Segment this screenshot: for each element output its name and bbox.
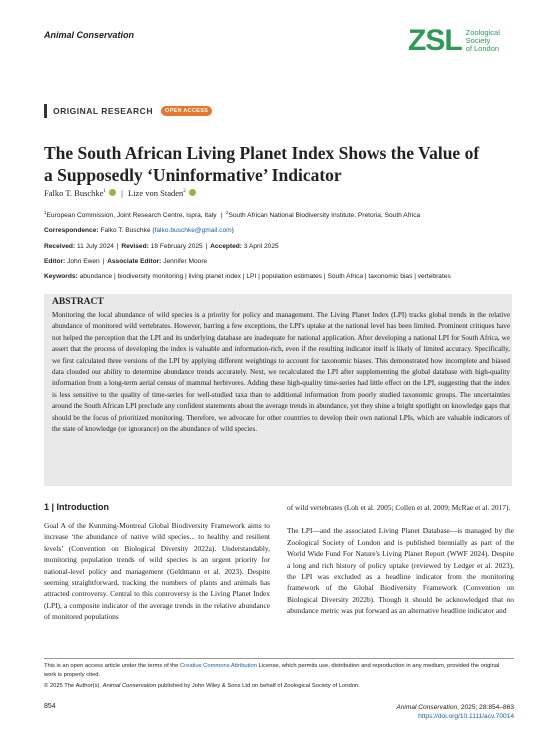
corr-label: Correspondence: (44, 227, 99, 234)
citation-volume: , 2025; 28:854–863 (457, 704, 514, 711)
assoc-editor-label: Associate Editor: (107, 258, 162, 265)
title-line-2: a Supposedly ‘Uninformative’ Indicator (44, 165, 342, 185)
orcid-icon[interactable] (109, 189, 116, 196)
affil-sup-1: 1 (44, 210, 47, 215)
logo-line-3: of London (465, 44, 500, 53)
citation-journal: Animal Conservation (396, 704, 458, 711)
copyright-pre: © 2025 The Author(s). (44, 683, 103, 689)
license-link[interactable]: Creative Commons Attribution (179, 663, 257, 669)
abstract-text: Monitoring the local abundance of wild species is a priority for policy and management. The Living Planet Index (LPI) tracks global trends in the relative abundance of monitored wild vertebrates. However, barring a few exceptions, the LPI's uptake at the national level has been limited. Prominent critiques have not helped the perception that the LPI and its underlying database are inadequate for national application. After developing a national LPI for South Africa, we assert that the process of developing the index is valuable and information-rich, even if the resulting indicator itself is likely of limited accuracy. Specifically, we first calculated three versions of the LPI by applying different weightings to account for taxonomic biases. This demonstrated how incomplete and biased data clouded our ability to determine abundance trends accurately. Next, we recalculated the LPI after supplementing the global database with high-quality information from a long-term aerial census of mammal herbivores. Adding these high-quality time-series had little effect on the LPI, suggesting that the index is less sensitive to the quality of time-series for well-studied taxa than to additional information from poorly studied taxonomic groups. The uncertainties around the South African LPI preclude any confident statements about the average trends in abundance, yet they shine a bright spotlight on knowledge gaps that should be the focus of prioritized monitoring. Therefore, we advocate for other countries to develop their own national LPIs, which are valuable indicators of the state of knowledge (or ignorance) on the abundance of wild species. (52, 311, 510, 434)
body-column-right (287, 502, 514, 617)
revised-label: Revised: (121, 243, 149, 250)
open-access-badge[interactable]: OPEN ACCESS (161, 106, 212, 116)
author-1-sup: 1 (103, 189, 106, 195)
intro-paragraph-1: Goal A of the Kunming-Montreal Global Biodiversity Framework aims to increase ‘the abundance of native wild species... to healthy and resilient levels’ (Convention on Biological Diversity 2022a). Understandably, monitoring population trends of wild species is an urgent priority for national-level policy and management (Geldmann et al. 2023). Despite seeming straightforward, tracking the numbers of plants and animals has attracted controversy. Central to this controversy is the Living Planet Index (LPI), a composite indicator of the average trends in the relative abundance of monitored populations (44, 521, 270, 622)
correspondence (44, 227, 234, 234)
author-2[interactable]: Lize von Staden (128, 188, 184, 198)
affiliation-1: European Commission, Joint Research Centre, Ispra, Italy (46, 212, 217, 220)
keywords (44, 273, 451, 280)
corr-name: Falko T. Buschke ( (100, 227, 155, 234)
affil-sup-2: 2 (225, 210, 229, 215)
page-number: 854 (44, 703, 56, 710)
copyright-post: published by John Wiley & Sons Ltd on behalf of Zoological Society of London. (156, 683, 360, 689)
orcid-icon[interactable] (189, 189, 196, 196)
body-column-left (44, 520, 270, 623)
logo-line-1: Zoological (465, 28, 500, 37)
zsl-logo-mark: ZSL (408, 24, 462, 57)
keywords-list: abundance | biodiversity monitoring | living planet index | LPI | population estimates | South Africa | taxonomic bias | vertebrates (79, 273, 451, 280)
affil-separator: | (220, 212, 223, 220)
editor-label: Editor: (44, 258, 66, 265)
article-category: ORIGINAL RESEARCH (53, 106, 153, 116)
corr-email-link[interactable]: falko.buschke@gmail.com (154, 227, 232, 234)
footer-divider (44, 658, 514, 659)
zsl-logo-text (466, 29, 500, 53)
license-post: License, which permits use, distribution and reproduction in any medium, provided the original work is properly cited. (44, 663, 500, 678)
article-title (44, 142, 514, 186)
intro-paragraph-1-cont: of wild vertebrates (Loh et al. 2005; Collen et al. 2009; McRae et al. 2017). (287, 503, 511, 512)
doi-link[interactable]: https://doi.org/10.1111/acv.70014 (418, 713, 514, 720)
copyright-journal: Animal Conservation (102, 683, 157, 689)
license-note (44, 662, 512, 680)
title-line-1: The South African Living Planet Index Shows the Value of (44, 143, 480, 163)
affiliation-2: South African National Biodiversity Institute, Pretoria, South Africa (228, 212, 421, 220)
license-pre: This is an open access article under the terms of the (44, 663, 180, 669)
abstract-heading: ABSTRACT (52, 297, 104, 307)
category-bar (44, 104, 47, 118)
author-2-sup: 2 (183, 189, 186, 195)
logo-line-2: Society (465, 36, 491, 45)
section-heading-introduction: 1 | Introduction (44, 502, 110, 512)
accepted-date: 3 April 2025 (243, 243, 279, 250)
author-list (44, 188, 196, 198)
corr-close: ) (231, 227, 234, 234)
received-date: 11 July 2024 (77, 243, 114, 250)
author-1[interactable]: Falko T. Buschke (44, 188, 104, 198)
citation-info (396, 703, 514, 721)
revised-date: 18 February 2025 (150, 243, 203, 250)
article-dates: Received: 11 July 2024 | Revised: 18 February 2025 | Accepted: 3 April 2025 (44, 243, 279, 250)
editor-name: John Ewen (67, 258, 100, 265)
received-label: Received: (44, 243, 76, 250)
affiliations (44, 210, 420, 219)
journal-name: Animal Conservation (44, 30, 135, 40)
author-separator: | (121, 188, 123, 198)
zsl-logo[interactable] (408, 26, 500, 56)
intro-paragraph-2: The LPI—and the associated Living Planet Database—is managed by the Zoological Society of London and is published biennially as part of the World Wide Fund For Nature's Living Planet Report (WWF 2024). Despite a long and rich history of policy uptake (reviewed by Ledger et al. 2023), the LPI was excluded as a headline indicator from the monitoring framework of the Global Biodiversity Framework (Convention on Biological Diversity 2022b). Though it should be acknowledged that no abundance metric was put forward as an alternative headline indicator and (287, 526, 514, 616)
accepted-label: Accepted: (210, 243, 243, 250)
keywords-label: Keywords: (44, 273, 78, 280)
assoc-editor-name: Jennifer Moore (163, 258, 208, 265)
copyright-note (44, 683, 360, 689)
editors: Editor: John Ewen | Associate Editor: Jennifer Moore (44, 258, 208, 265)
